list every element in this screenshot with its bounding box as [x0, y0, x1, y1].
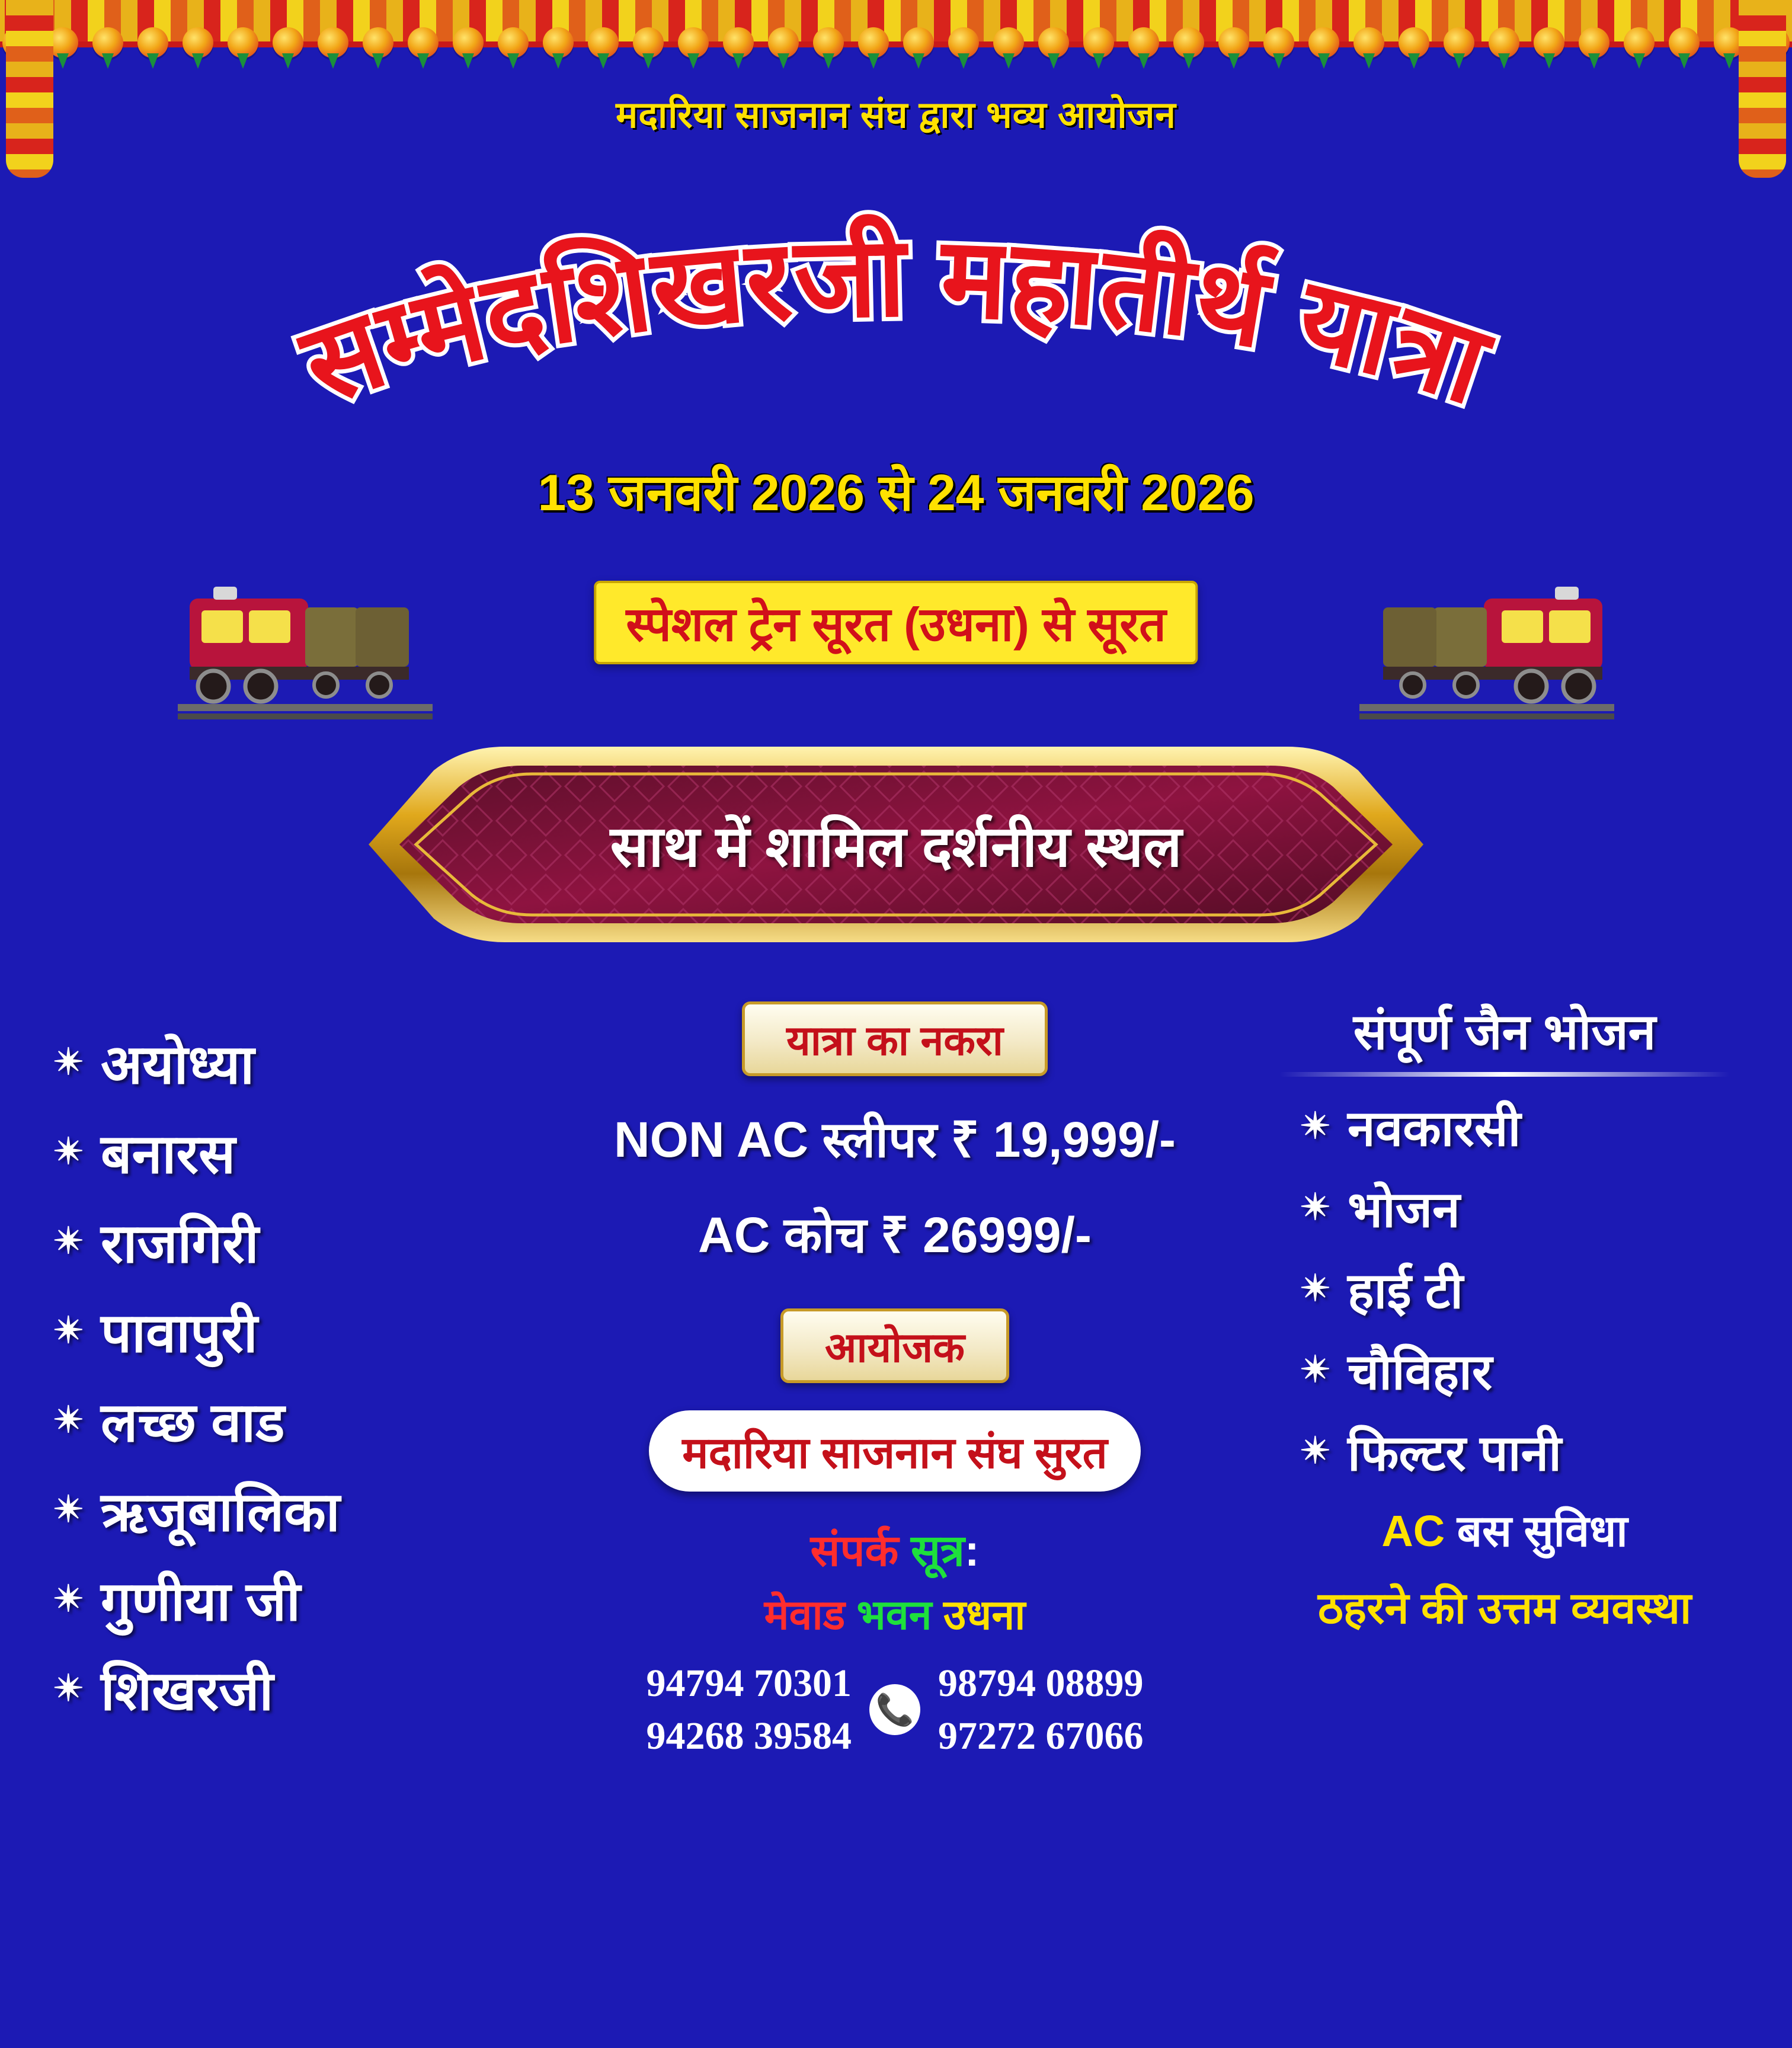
organizer-header-line: मदारिया साजनान संघ द्वारा भव्य आयोजन	[616, 95, 1176, 136]
destinations-list	[53, 1025, 545, 1741]
place-label: लच्छ वाड	[100, 1393, 285, 1453]
star-icon: ✴	[1300, 1268, 1331, 1309]
fare-and-contact-column	[599, 1001, 1191, 1762]
list-item	[53, 1383, 545, 1457]
contact-heading-part2: सूत्र	[910, 1526, 965, 1575]
food-label: चौविहार	[1347, 1344, 1493, 1400]
list-item	[53, 1115, 545, 1189]
star-icon: ✴	[53, 1310, 84, 1351]
contact-heading-colon: :	[964, 1526, 980, 1575]
main-title-arch	[0, 127, 1792, 619]
star-icon: ✴	[1300, 1186, 1331, 1228]
stay-note	[1259, 1577, 1751, 1639]
food-label: फिल्टर पानी	[1347, 1425, 1561, 1481]
place-label: राजगिरी	[100, 1214, 259, 1274]
main-title-text: सम्मेदशिखरजी महातीर्थ यात्रा	[287, 214, 1504, 428]
list-item	[53, 1652, 545, 1726]
phone-number[interactable]: 94794 70301	[646, 1662, 852, 1705]
phone-numbers	[599, 1657, 1191, 1762]
star-icon: ✴	[53, 1578, 84, 1620]
list-item	[1259, 1173, 1751, 1241]
destinations-plaque	[357, 735, 1435, 954]
fare-ac: AC कोच ₹ 26999/-	[698, 1207, 1092, 1263]
star-icon: ✴	[53, 1399, 84, 1441]
ac-bus-note	[1259, 1500, 1751, 1562]
yatra-dates: 13 जनवरी 2026 से 24 जनवरी 2026	[537, 465, 1255, 521]
food-label: भोजन	[1347, 1182, 1460, 1237]
star-icon: ✴	[53, 1668, 84, 1709]
phone-column-left	[647, 1657, 852, 1762]
garland-flowers	[0, 27, 1792, 69]
food-label: हाई टी	[1347, 1263, 1463, 1319]
place-label: पावापुरी	[100, 1303, 258, 1364]
star-icon: ✴	[53, 1220, 84, 1262]
phone-column-right	[938, 1657, 1144, 1762]
list-item	[53, 1204, 545, 1278]
place-label: शिखरजी	[100, 1661, 274, 1721]
divider	[1279, 1072, 1730, 1077]
star-icon: ✴	[53, 1131, 84, 1172]
list-item	[1259, 1417, 1751, 1485]
train-illustration-right	[1359, 551, 1614, 723]
star-icon: ✴	[53, 1041, 84, 1083]
contact-heading-part1: संपर्क	[810, 1526, 899, 1575]
star-icon: ✴	[1300, 1349, 1331, 1390]
top-garland-decoration	[0, 0, 1792, 89]
plaque-title: साथ में शामिल दर्शनीय स्थल	[610, 815, 1182, 879]
organizer-name: मदारिया साजनान संघ सुरत	[649, 1410, 1141, 1492]
phone-number[interactable]: 94268 39584	[646, 1714, 852, 1758]
stay-note-text: ठहरने की उत्तम व्यवस्था	[1317, 1583, 1692, 1633]
venue-part2: भवन	[856, 1592, 932, 1638]
phone-number[interactable]: 97272 67066	[938, 1714, 1144, 1758]
venue-address	[599, 1585, 1191, 1641]
place-label: ऋजूबालिका	[100, 1482, 340, 1543]
food-title: संपूर्ण जैन भोजन	[1353, 1004, 1656, 1060]
place-label: गुणीया जी	[100, 1572, 300, 1632]
list-item	[53, 1473, 545, 1547]
list-item	[1259, 1092, 1751, 1160]
organizer-heading: आयोजक	[780, 1308, 1009, 1383]
contact-heading	[599, 1519, 1191, 1579]
list-item	[1259, 1336, 1751, 1404]
venue-part1: मेवाड	[764, 1592, 846, 1638]
ac-bus-rest: बस सुविधा	[1457, 1506, 1628, 1556]
phone-number[interactable]: 98794 08899	[938, 1662, 1144, 1705]
phone-icon: 📞	[869, 1684, 920, 1735]
venue-part3: उधना	[943, 1592, 1026, 1638]
food-services-column	[1259, 996, 1751, 1639]
train-illustration-left	[178, 551, 433, 723]
list-item	[53, 1562, 545, 1636]
list-item	[53, 1294, 545, 1368]
star-icon: ✴	[53, 1489, 84, 1530]
star-icon: ✴	[1300, 1430, 1331, 1471]
star-icon: ✴	[1300, 1105, 1331, 1147]
place-label: अयोध्या	[100, 1035, 255, 1095]
fare-heading: यात्रा का नकरा	[742, 1001, 1048, 1076]
ac-bus-highlight: AC	[1381, 1506, 1445, 1556]
fare-non-ac: NON AC स्लीपर ₹ 19,999/-	[614, 1112, 1176, 1167]
list-item	[53, 1025, 545, 1099]
place-label: बनारस	[100, 1124, 236, 1185]
special-train-banner: स्पेशल ट्रेन सूरत (उधना) से सूरत	[594, 581, 1198, 664]
list-item	[1259, 1255, 1751, 1323]
food-label: नवकारसी	[1347, 1100, 1521, 1156]
